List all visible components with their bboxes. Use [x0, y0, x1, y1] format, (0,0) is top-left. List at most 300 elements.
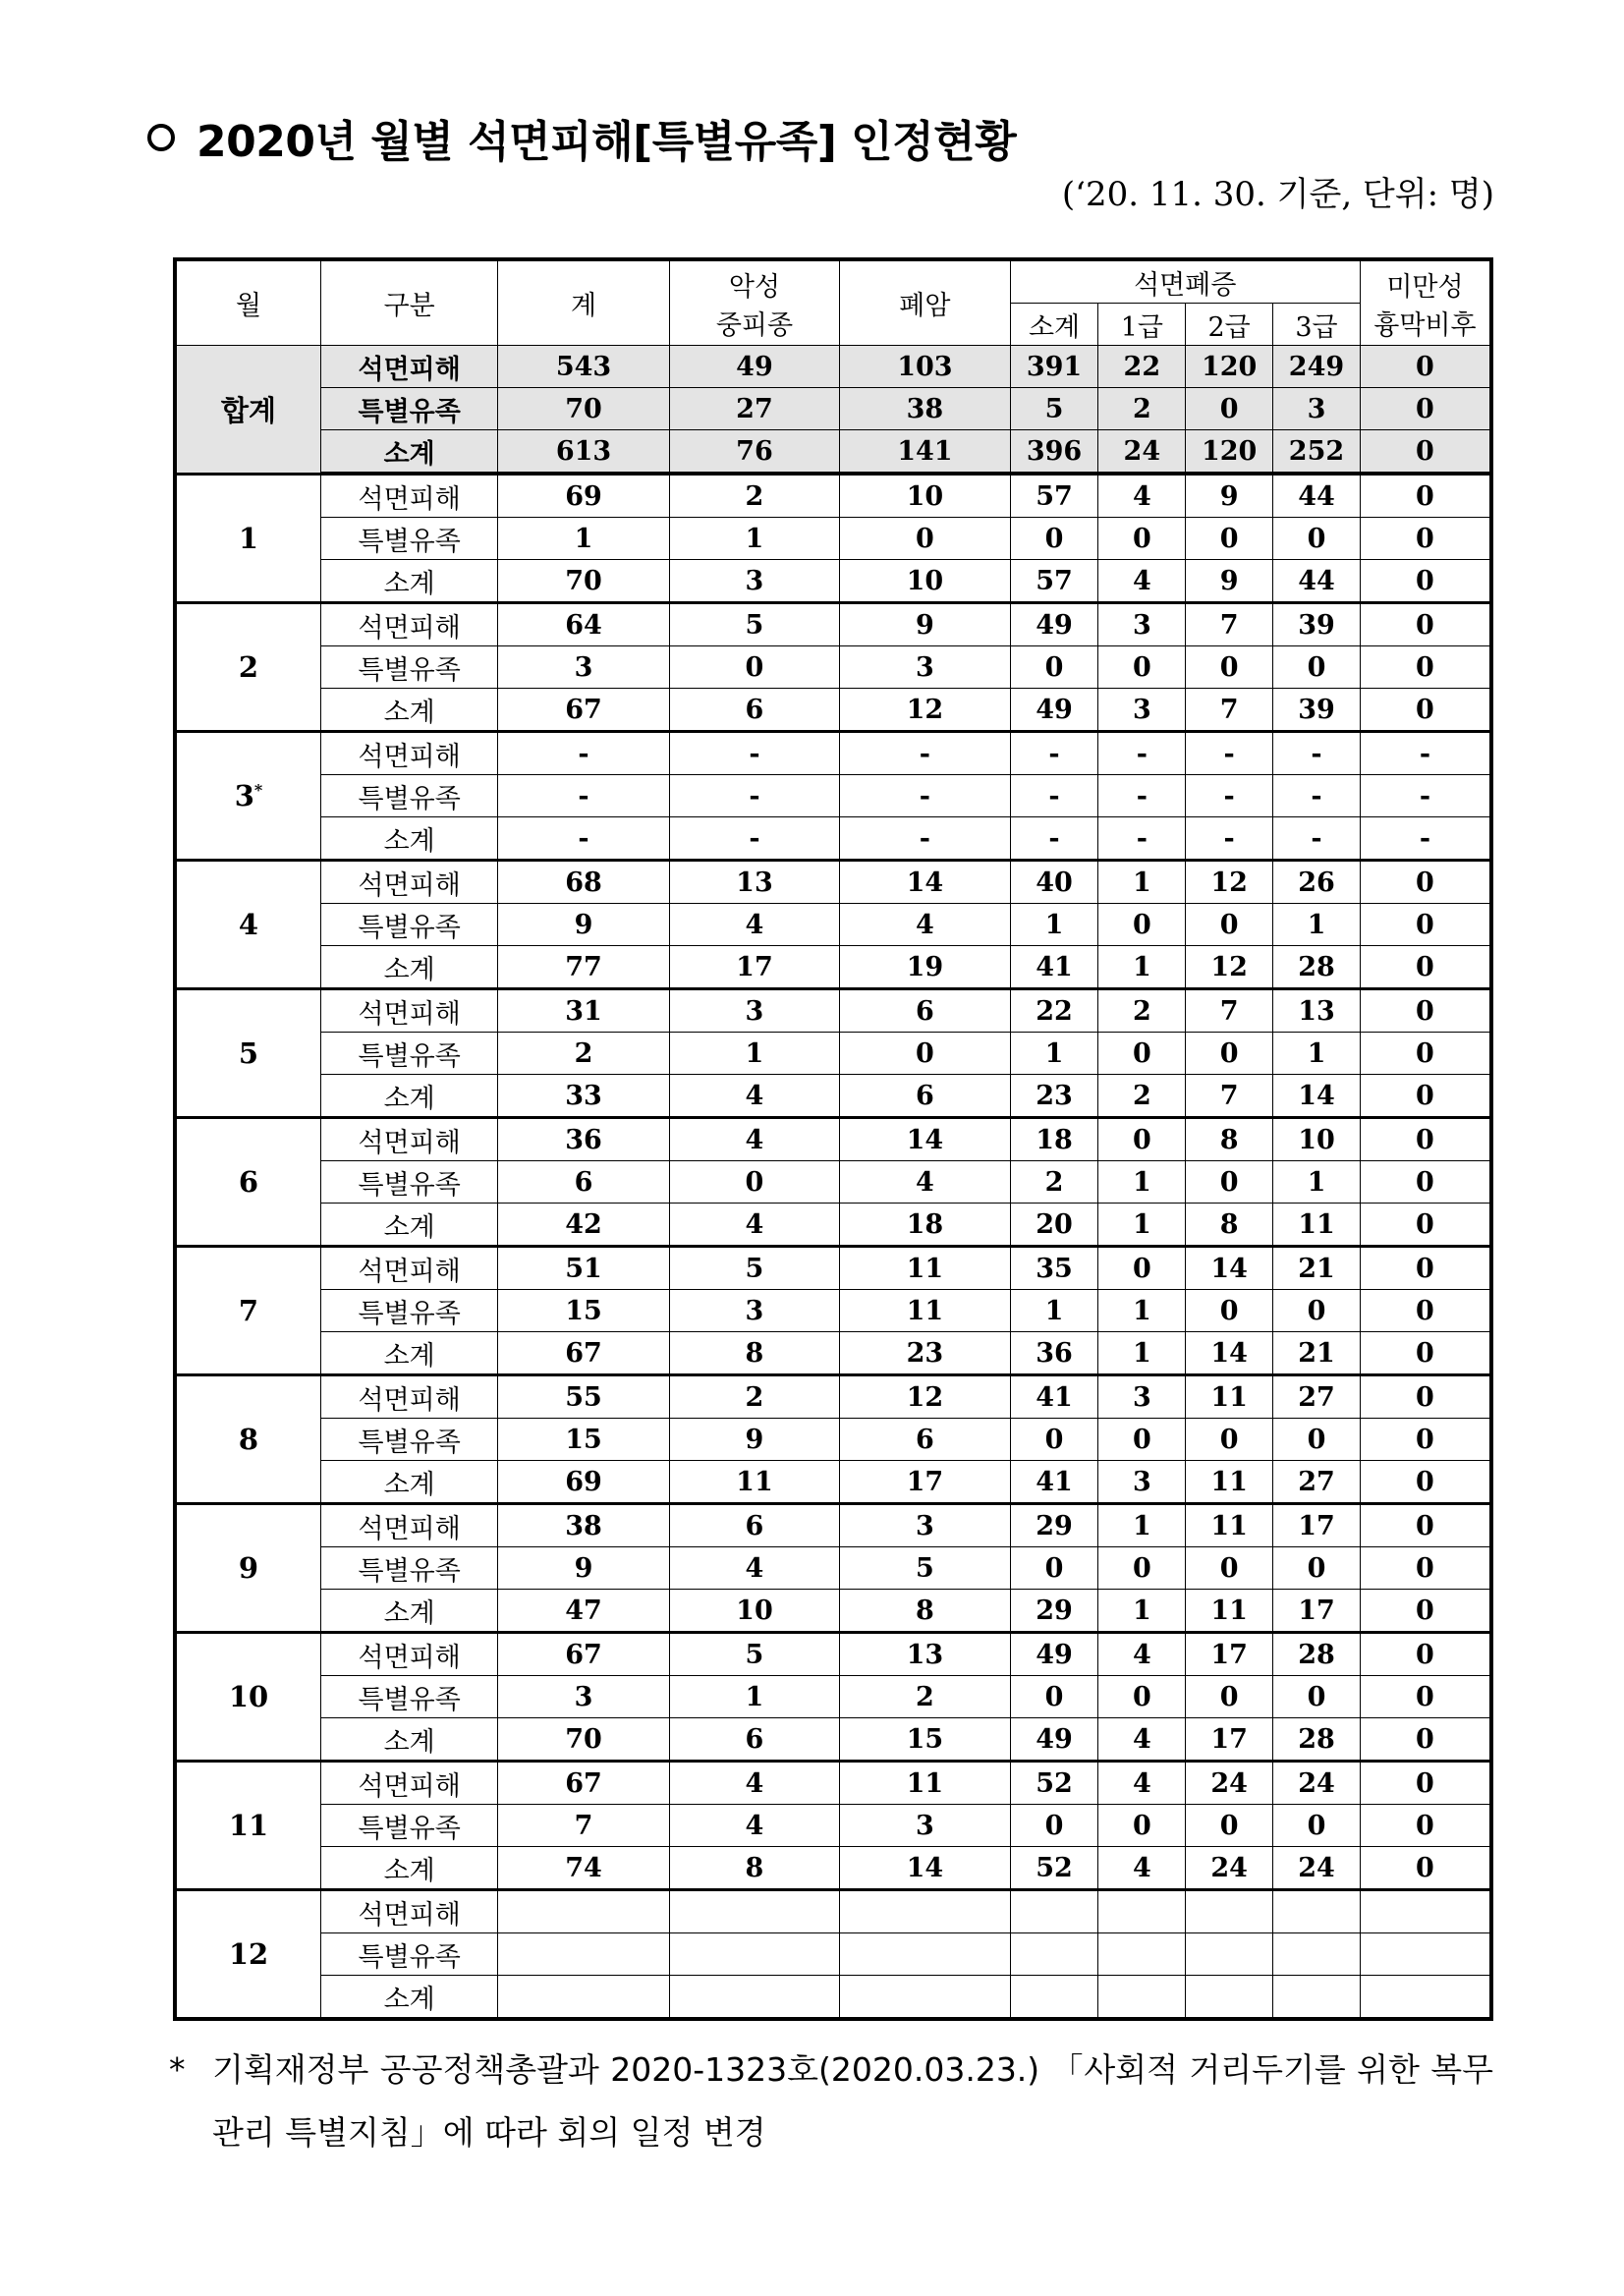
- value-cell: 3: [669, 989, 839, 1033]
- value-cell: 2: [669, 1375, 839, 1419]
- category-cell: 소계: [321, 430, 498, 475]
- value-cell: 0: [1360, 1805, 1491, 1847]
- value-cell: 6: [669, 1504, 839, 1547]
- value-cell: 1: [669, 1676, 839, 1718]
- value-cell: 11: [840, 1290, 1010, 1332]
- value-cell: 22: [1098, 346, 1186, 388]
- value-cell: 28: [1273, 1718, 1361, 1762]
- value-cell: 4: [1098, 1762, 1186, 1805]
- category-cell: 소계: [321, 946, 498, 989]
- table-row: [175, 1762, 1491, 1805]
- value-cell: 11: [840, 1247, 1010, 1290]
- value-cell: -: [1098, 775, 1186, 817]
- value-cell: 1: [498, 518, 669, 560]
- month-cell: 7: [175, 1247, 321, 1375]
- recognition-table: [173, 257, 1493, 2021]
- value-cell: 0: [1186, 1676, 1273, 1718]
- value-cell: [1186, 1933, 1273, 1976]
- category-cell: 석면피해: [321, 603, 498, 646]
- value-cell: 67: [498, 1762, 669, 1805]
- value-cell: -: [1360, 732, 1491, 775]
- value-cell: 0: [1360, 388, 1491, 430]
- value-cell: 28: [1273, 946, 1361, 989]
- value-cell: 0: [1360, 646, 1491, 689]
- value-cell: -: [840, 775, 1010, 817]
- value-cell: 0: [1360, 1590, 1491, 1633]
- header-category: 구분: [321, 259, 498, 346]
- value-cell: 27: [1273, 1461, 1361, 1504]
- table-row: [175, 775, 1491, 817]
- value-cell: 4: [840, 904, 1010, 946]
- value-cell: 0: [1360, 1118, 1491, 1161]
- header-lung-cancer: 폐암: [840, 259, 1010, 346]
- value-cell: 68: [498, 861, 669, 904]
- category-cell: 특별유족: [321, 1805, 498, 1847]
- value-cell: 1: [1273, 1161, 1361, 1204]
- value-cell: 11: [1273, 1204, 1361, 1247]
- value-cell: 28: [1273, 1633, 1361, 1676]
- table-row: [175, 1033, 1491, 1075]
- value-cell: 0: [1360, 1676, 1491, 1718]
- value-cell: 0: [1360, 474, 1491, 518]
- value-cell: 6: [498, 1161, 669, 1204]
- value-cell: 4: [669, 1118, 839, 1161]
- value-cell: 0: [1360, 1247, 1491, 1290]
- value-cell: 4: [1098, 474, 1186, 518]
- value-cell: 0: [1273, 1547, 1361, 1590]
- value-cell: 0: [1186, 1033, 1273, 1075]
- value-cell: -: [1360, 775, 1491, 817]
- value-cell: 3: [840, 646, 1010, 689]
- month-cell: 12: [175, 1890, 321, 2020]
- value-cell: 13: [840, 1633, 1010, 1676]
- value-cell: 8: [669, 1332, 839, 1375]
- table-row: [175, 1375, 1491, 1419]
- table-row: [175, 1075, 1491, 1118]
- footnote-line-1: 기획재정부 공공정책총괄과 2020-1323호(2020.03.23.) 「사회적 거리두기를 위한 복무: [212, 2050, 1493, 2089]
- value-cell: 1: [669, 1033, 839, 1075]
- category-cell: 소계: [321, 560, 498, 603]
- table-row: [175, 1590, 1491, 1633]
- value-cell: 9: [498, 904, 669, 946]
- month-cell: 3*: [175, 732, 321, 861]
- table-row: [175, 1161, 1491, 1204]
- footnote-star: *: [169, 2050, 186, 2089]
- value-cell: 8: [669, 1847, 839, 1890]
- value-cell: 0: [1360, 861, 1491, 904]
- value-cell: 0: [1360, 904, 1491, 946]
- value-cell: 0: [1360, 1075, 1491, 1118]
- value-cell: 52: [1010, 1762, 1098, 1805]
- value-cell: 2: [1098, 388, 1186, 430]
- footnote-line-2: 관리 특별지침」에 따라 회의 일정 변경: [212, 2113, 766, 2152]
- value-cell: 4: [1098, 1847, 1186, 1890]
- category-cell: 특별유족: [321, 1161, 498, 1204]
- value-cell: [840, 1976, 1010, 2020]
- category-cell: 특별유족: [321, 646, 498, 689]
- value-cell: 0: [1360, 430, 1491, 475]
- value-cell: -: [1010, 732, 1098, 775]
- value-cell: -: [1273, 732, 1361, 775]
- category-cell: 소계: [321, 1204, 498, 1247]
- value-cell: -: [1186, 775, 1273, 817]
- value-cell: 0: [1010, 646, 1098, 689]
- value-cell: 74: [498, 1847, 669, 1890]
- month-cell: 6: [175, 1118, 321, 1247]
- value-cell: 0: [1098, 1033, 1186, 1075]
- table-row: [175, 1118, 1491, 1161]
- value-cell: 0: [1186, 646, 1273, 689]
- value-cell: 613: [498, 430, 669, 475]
- table-row: [175, 1547, 1491, 1590]
- value-cell: 2: [1098, 1075, 1186, 1118]
- value-cell: 0: [1360, 1547, 1491, 1590]
- value-cell: 70: [498, 1718, 669, 1762]
- value-cell: 13: [1273, 989, 1361, 1033]
- value-cell: 3: [1098, 689, 1186, 732]
- value-cell: 12: [840, 1375, 1010, 1419]
- value-cell: 0: [1098, 1676, 1186, 1718]
- month-cell: 10: [175, 1633, 321, 1762]
- value-cell: 10: [669, 1590, 839, 1633]
- value-cell: 10: [1273, 1118, 1361, 1161]
- category-cell: 석면피해: [321, 861, 498, 904]
- table-row: [175, 946, 1491, 989]
- value-cell: 70: [498, 560, 669, 603]
- value-cell: 24: [1186, 1847, 1273, 1890]
- value-cell: 49: [1010, 689, 1098, 732]
- value-cell: 0: [1360, 560, 1491, 603]
- value-cell: 2: [840, 1676, 1010, 1718]
- value-cell: 0: [1360, 989, 1491, 1033]
- table-row: [175, 518, 1491, 560]
- value-cell: 0: [1098, 1419, 1186, 1461]
- value-cell: [1010, 1890, 1098, 1933]
- value-cell: 141: [840, 430, 1010, 475]
- category-cell: 특별유족: [321, 518, 498, 560]
- value-cell: 4: [669, 1805, 839, 1847]
- value-cell: 3: [669, 560, 839, 603]
- value-cell: 49: [1010, 1718, 1098, 1762]
- value-cell: 17: [1186, 1633, 1273, 1676]
- value-cell: 4: [669, 1204, 839, 1247]
- value-cell: 0: [1186, 1161, 1273, 1204]
- value-cell: 12: [1186, 861, 1273, 904]
- value-cell: 35: [1010, 1247, 1098, 1290]
- header-total: 계: [498, 259, 669, 346]
- value-cell: 0: [1360, 1847, 1491, 1890]
- category-cell: 석면피해: [321, 346, 498, 388]
- value-cell: 0: [1360, 1161, 1491, 1204]
- value-cell: 64: [498, 603, 669, 646]
- value-cell: 2: [498, 1033, 669, 1075]
- value-cell: 0: [1360, 518, 1491, 560]
- value-cell: 3: [498, 646, 669, 689]
- value-cell: -: [669, 817, 839, 861]
- value-cell: 9: [840, 603, 1010, 646]
- value-cell: 120: [1186, 430, 1273, 475]
- value-cell: 7: [1186, 1075, 1273, 1118]
- value-cell: 0: [1010, 1547, 1098, 1590]
- value-cell: 3: [669, 1290, 839, 1332]
- value-cell: [1010, 1976, 1098, 2020]
- value-cell: 0: [1186, 1547, 1273, 1590]
- value-cell: [1360, 1933, 1491, 1976]
- category-cell: 석면피해: [321, 474, 498, 518]
- value-cell: 1: [1098, 1161, 1186, 1204]
- table-row: [175, 346, 1491, 388]
- value-cell: 24: [1186, 1762, 1273, 1805]
- value-cell: 0: [1273, 518, 1361, 560]
- value-cell: 252: [1273, 430, 1361, 475]
- value-cell: 57: [1010, 474, 1098, 518]
- value-cell: 2: [1010, 1161, 1098, 1204]
- month-cell: 4: [175, 861, 321, 989]
- value-cell: 4: [840, 1161, 1010, 1204]
- value-cell: 9: [1186, 474, 1273, 518]
- value-cell: 103: [840, 346, 1010, 388]
- value-cell: -: [1098, 732, 1186, 775]
- value-cell: 0: [840, 1033, 1010, 1075]
- header-mesothelioma: 악성 중피종: [669, 259, 839, 346]
- value-cell: 51: [498, 1247, 669, 1290]
- value-cell: 6: [840, 1419, 1010, 1461]
- table-row: [175, 1805, 1491, 1847]
- value-cell: -: [840, 732, 1010, 775]
- value-cell: 1: [1098, 1590, 1186, 1633]
- value-cell: 12: [840, 689, 1010, 732]
- value-cell: 3: [1098, 603, 1186, 646]
- value-cell: 17: [1273, 1590, 1361, 1633]
- value-cell: 13: [669, 861, 839, 904]
- value-cell: 0: [1186, 518, 1273, 560]
- value-cell: 70: [498, 388, 669, 430]
- value-cell: 4: [669, 1075, 839, 1118]
- value-cell: [498, 1933, 669, 1976]
- category-cell: 특별유족: [321, 1033, 498, 1075]
- value-cell: 8: [1186, 1204, 1273, 1247]
- header-grade-1: 1급: [1098, 304, 1186, 346]
- value-cell: 41: [1010, 946, 1098, 989]
- value-cell: 23: [840, 1332, 1010, 1375]
- value-cell: 0: [1098, 1247, 1186, 1290]
- value-cell: [669, 1933, 839, 1976]
- value-cell: 24: [1273, 1762, 1361, 1805]
- value-cell: 49: [1010, 603, 1098, 646]
- category-cell: 소계: [321, 1590, 498, 1633]
- value-cell: 0: [1186, 1290, 1273, 1332]
- category-cell: 특별유족: [321, 1676, 498, 1718]
- title-text: 2020년 월별 석면피해[특별유족] 인정현황: [196, 117, 1017, 167]
- value-cell: 27: [669, 388, 839, 430]
- table-row: [175, 1504, 1491, 1547]
- value-cell: 9: [498, 1547, 669, 1590]
- value-cell: [1010, 1933, 1098, 1976]
- value-cell: 67: [498, 1633, 669, 1676]
- month-cell: 9: [175, 1504, 321, 1633]
- value-cell: [669, 1890, 839, 1933]
- value-cell: 0: [1010, 1419, 1098, 1461]
- value-cell: 3: [1273, 388, 1361, 430]
- value-cell: -: [1273, 775, 1361, 817]
- value-cell: -: [669, 775, 839, 817]
- value-cell: 4: [669, 1762, 839, 1805]
- value-cell: 18: [840, 1204, 1010, 1247]
- value-cell: 1: [1098, 1204, 1186, 1247]
- month-cell: 2: [175, 603, 321, 732]
- value-cell: 11: [1186, 1504, 1273, 1547]
- value-cell: 1: [1098, 1504, 1186, 1547]
- value-cell: 39: [1273, 689, 1361, 732]
- value-cell: 17: [669, 946, 839, 989]
- value-cell: -: [1010, 817, 1098, 861]
- value-cell: 15: [498, 1290, 669, 1332]
- category-cell: 석면피해: [321, 989, 498, 1033]
- category-cell: 특별유족: [321, 1547, 498, 1590]
- value-cell: 41: [1010, 1461, 1098, 1504]
- value-cell: 2: [1098, 989, 1186, 1033]
- value-cell: 14: [1186, 1247, 1273, 1290]
- value-cell: 17: [840, 1461, 1010, 1504]
- value-cell: 14: [840, 1118, 1010, 1161]
- value-cell: -: [1098, 817, 1186, 861]
- value-cell: 0: [1273, 1676, 1361, 1718]
- value-cell: 0: [1360, 1290, 1491, 1332]
- table-row: [175, 732, 1491, 775]
- value-cell: 4: [1098, 560, 1186, 603]
- category-cell: 석면피해: [321, 732, 498, 775]
- value-cell: 0: [1098, 646, 1186, 689]
- value-cell: 21: [1273, 1247, 1361, 1290]
- value-cell: 44: [1273, 474, 1361, 518]
- value-cell: 5: [669, 1633, 839, 1676]
- value-cell: 41: [1010, 1375, 1098, 1419]
- value-cell: [669, 1976, 839, 2020]
- page-title: [147, 106, 1016, 169]
- value-cell: 67: [498, 1332, 669, 1375]
- table-row: [175, 646, 1491, 689]
- value-cell: 33: [498, 1075, 669, 1118]
- value-cell: [840, 1890, 1010, 1933]
- value-cell: 0: [1360, 689, 1491, 732]
- value-cell: 0: [1360, 1375, 1491, 1419]
- value-cell: 11: [669, 1461, 839, 1504]
- header-month: 월: [175, 259, 321, 346]
- value-cell: 0: [1010, 1676, 1098, 1718]
- category-cell: 소계: [321, 1847, 498, 1890]
- month-footnote-marker: *: [253, 780, 263, 800]
- category-cell: 특별유족: [321, 1933, 498, 1976]
- header-pleural-thickening: 미만성 흉막비후: [1360, 259, 1491, 346]
- value-cell: -: [498, 817, 669, 861]
- table-row: [175, 1847, 1491, 1890]
- value-cell: 1: [1010, 1033, 1098, 1075]
- value-cell: 27: [1273, 1375, 1361, 1419]
- value-cell: 36: [498, 1118, 669, 1161]
- value-cell: 38: [840, 388, 1010, 430]
- value-cell: 1: [1010, 904, 1098, 946]
- value-cell: 391: [1010, 346, 1098, 388]
- value-cell: 7: [1186, 603, 1273, 646]
- header-asbestosis-subtotal: 소계: [1010, 304, 1098, 346]
- table-row: [175, 474, 1491, 518]
- category-cell: 소계: [321, 1332, 498, 1375]
- table-row: [175, 1419, 1491, 1461]
- value-cell: 31: [498, 989, 669, 1033]
- value-cell: 0: [1360, 1204, 1491, 1247]
- value-cell: 1: [1098, 861, 1186, 904]
- value-cell: 0: [1360, 1633, 1491, 1676]
- table-row: [175, 1204, 1491, 1247]
- value-cell: 0: [1360, 346, 1491, 388]
- value-cell: 0: [1098, 1805, 1186, 1847]
- category-cell: 소계: [321, 1976, 498, 2020]
- month-cell: 8: [175, 1375, 321, 1504]
- value-cell: 14: [1186, 1332, 1273, 1375]
- value-cell: 20: [1010, 1204, 1098, 1247]
- value-cell: 4: [669, 1547, 839, 1590]
- value-cell: 8: [840, 1590, 1010, 1633]
- table-row: [175, 1290, 1491, 1332]
- value-cell: 0: [1273, 646, 1361, 689]
- value-cell: 77: [498, 946, 669, 989]
- value-cell: [1098, 1933, 1186, 1976]
- value-cell: 0: [840, 518, 1010, 560]
- table-row: [175, 1332, 1491, 1375]
- value-cell: 42: [498, 1204, 669, 1247]
- value-cell: 249: [1273, 346, 1361, 388]
- value-cell: 1: [1273, 904, 1361, 946]
- total-label-cell: 합계: [175, 346, 321, 475]
- value-cell: 0: [1186, 1805, 1273, 1847]
- value-cell: 0: [1360, 946, 1491, 989]
- value-cell: -: [498, 775, 669, 817]
- table-row: [175, 388, 1491, 430]
- value-cell: 0: [1186, 388, 1273, 430]
- value-cell: 5: [669, 603, 839, 646]
- table-row: [175, 1676, 1491, 1718]
- value-cell: [1186, 1890, 1273, 1933]
- value-cell: 0: [669, 646, 839, 689]
- value-cell: 26: [1273, 861, 1361, 904]
- table-row: [175, 1247, 1491, 1290]
- value-cell: [1360, 1976, 1491, 2020]
- category-cell: 특별유족: [321, 388, 498, 430]
- value-cell: [1098, 1976, 1186, 2020]
- category-cell: 특별유족: [321, 904, 498, 946]
- value-cell: 4: [669, 904, 839, 946]
- value-cell: 21: [1273, 1332, 1361, 1375]
- value-cell: -: [669, 732, 839, 775]
- value-cell: 18: [1010, 1118, 1098, 1161]
- value-cell: 0: [1360, 603, 1491, 646]
- category-cell: 석면피해: [321, 1118, 498, 1161]
- category-cell: 석면피해: [321, 1633, 498, 1676]
- value-cell: 1: [669, 518, 839, 560]
- category-cell: 석면피해: [321, 1504, 498, 1547]
- table-row: [175, 430, 1491, 475]
- value-cell: 0: [1360, 1419, 1491, 1461]
- table-row: [175, 1461, 1491, 1504]
- month-cell: 11: [175, 1762, 321, 1890]
- table-body: [175, 346, 1491, 2020]
- value-cell: -: [840, 817, 1010, 861]
- value-cell: -: [1010, 775, 1098, 817]
- value-cell: 1: [1098, 1332, 1186, 1375]
- value-cell: 36: [1010, 1332, 1098, 1375]
- value-cell: 2: [669, 474, 839, 518]
- value-cell: 8: [1186, 1118, 1273, 1161]
